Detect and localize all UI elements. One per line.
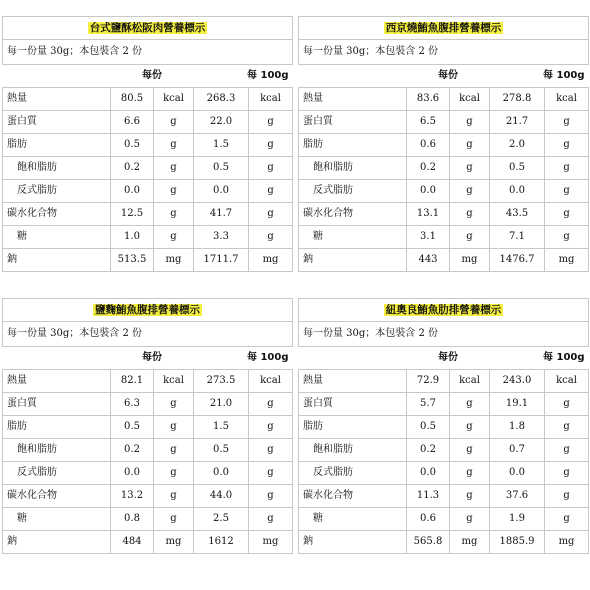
row-carbohydrate: 碳水化合物 11.3 g 37.6 g <box>299 485 589 508</box>
row-calories: 熱量 80.5 kcal 268.3 kcal <box>3 88 293 111</box>
row-protein: 蛋白質 6.3 g 21.0 g <box>3 393 293 416</box>
row-calories: 熱量 83.6 kcal 278.8 kcal <box>299 88 589 111</box>
per-serving-header: 每份 <box>111 347 194 370</box>
row-fat: 脂肪 0.5 g 1.5 g <box>3 134 293 157</box>
row-sugar: 糖 0.6 g 1.9 g <box>299 508 589 531</box>
card-title: 西京燒鮪魚腹排營養標示 <box>299 17 589 40</box>
per-serving-header: 每份 <box>407 347 490 370</box>
nutrition-card-3 <box>2 298 292 570</box>
serving-info: 每一份量 30g；本包裝含 2 份 <box>299 322 589 347</box>
row-protein: 蛋白質 5.7 g 19.1 g <box>299 393 589 416</box>
nutrition-table <box>2 16 293 272</box>
row-calories: 熱量 72.9 kcal 243.0 kcal <box>299 370 589 393</box>
per-100g-header: 每 100g <box>194 65 293 88</box>
serving-info: 每一份量 30g；本包裝含 2 份 <box>3 322 293 347</box>
row-saturated-fat: 飽和脂肪 0.2 g 0.5 g <box>299 157 589 180</box>
serving-info: 每一份量 30g；本包裝含 2 份 <box>299 40 589 65</box>
row-protein: 蛋白質 6.5 g 21.7 g <box>299 111 589 134</box>
nutrition-table <box>298 298 589 554</box>
row-sodium: 鈉 513.5 mg 1711.7 mg <box>3 249 293 272</box>
row-sugar: 糖 3.1 g 7.1 g <box>299 226 589 249</box>
row-trans-fat: 反式脂肪 0.0 g 0.0 g <box>3 462 293 485</box>
nutrition-table <box>2 298 293 554</box>
row-trans-fat: 反式脂肪 0.0 g 0.0 g <box>299 180 589 203</box>
row-sugar: 糖 1.0 g 3.3 g <box>3 226 293 249</box>
per-100g-header: 每 100g <box>490 65 589 88</box>
row-fat: 脂肪 0.6 g 2.0 g <box>299 134 589 157</box>
row-saturated-fat: 飽和脂肪 0.2 g 0.5 g <box>3 157 293 180</box>
card-title: 紐奧良鮪魚肋排營養標示 <box>299 299 589 322</box>
nutrition-card-2 <box>298 16 588 288</box>
nutrition-card-4 <box>298 298 588 570</box>
row-saturated-fat: 飽和脂肪 0.2 g 0.5 g <box>3 439 293 462</box>
per-serving-header: 每份 <box>407 65 490 88</box>
row-sodium: 鈉 443 mg 1476.7 mg <box>299 249 589 272</box>
row-protein: 蛋白質 6.6 g 22.0 g <box>3 111 293 134</box>
per-100g-header: 每 100g <box>194 347 293 370</box>
card-title: 鹽麴鮪魚腹排營養標示 <box>3 299 293 322</box>
per-serving-header: 每份 <box>111 65 194 88</box>
per-100g-header: 每 100g <box>490 347 589 370</box>
serving-info: 每一份量 30g；本包裝含 2 份 <box>3 40 293 65</box>
row-sodium: 鈉 565.8 mg 1885.9 mg <box>299 531 589 554</box>
row-sodium: 鈉 484 mg 1612 mg <box>3 531 293 554</box>
card-title: 台式鹽酥松阪肉營養標示 <box>3 17 293 40</box>
row-saturated-fat: 飽和脂肪 0.2 g 0.7 g <box>299 439 589 462</box>
nutrition-table <box>298 16 589 272</box>
row-sugar: 糖 0.8 g 2.5 g <box>3 508 293 531</box>
row-carbohydrate: 碳水化合物 13.1 g 43.5 g <box>299 203 589 226</box>
row-calories: 熱量 82.1 kcal 273.5 kcal <box>3 370 293 393</box>
row-trans-fat: 反式脂肪 0.0 g 0.0 g <box>3 180 293 203</box>
nutrition-card-1 <box>2 16 292 288</box>
row-carbohydrate: 碳水化合物 13.2 g 44.0 g <box>3 485 293 508</box>
row-trans-fat: 反式脂肪 0.0 g 0.0 g <box>299 462 589 485</box>
row-fat: 脂肪 0.5 g 1.5 g <box>3 416 293 439</box>
row-fat: 脂肪 0.5 g 1.8 g <box>299 416 589 439</box>
row-carbohydrate: 碳水化合物 12.5 g 41.7 g <box>3 203 293 226</box>
